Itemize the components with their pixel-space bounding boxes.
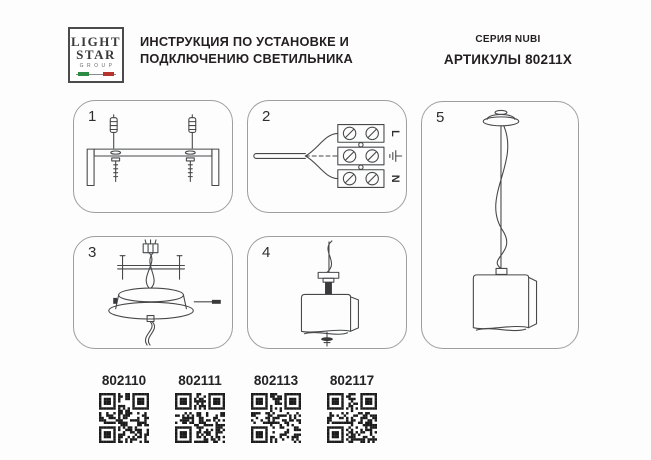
- step-panel-5: [421, 101, 579, 349]
- mounting-bracket-diagram: [74, 101, 232, 212]
- shade-assembly-diagram: [248, 237, 406, 348]
- page-title-line2: ПОДКЛЮЧЕНИЮ СВЕТИЛЬНИКА: [140, 51, 353, 66]
- article-item: [86, 373, 162, 443]
- article-code: 802113: [253, 373, 299, 388]
- logo-word-star: STAR: [76, 46, 116, 62]
- step-panel-4: [247, 236, 407, 349]
- page-title-line1: ИНСТРУКЦИЯ ПО УСТАНОВКЕ И: [140, 34, 349, 49]
- logo-flag-stripe-icon: [76, 72, 116, 76]
- article-code: 802117: [329, 373, 375, 388]
- qr-code: [99, 393, 149, 443]
- live-wire-label: L: [388, 130, 401, 137]
- series-label: СЕРИЯ NUBI: [475, 34, 541, 45]
- canopy-installation-diagram: [74, 237, 232, 348]
- assembled-pendant-diagram: [422, 102, 578, 348]
- logo-word-group: GROUP: [79, 63, 116, 69]
- article-item: [238, 373, 314, 443]
- article-item: [314, 373, 390, 443]
- lightstar-logo: [68, 27, 124, 83]
- terminal-block-wiring-diagram: [248, 101, 406, 212]
- neutral-wire-label: N: [388, 174, 401, 183]
- step-number: 2: [262, 108, 271, 125]
- step-number: 4: [262, 244, 271, 261]
- series-and-articles-header: [437, 34, 579, 67]
- article-code: 802110: [101, 373, 147, 388]
- logo-word-light: LIGHT: [70, 34, 122, 49]
- step-panel-3: [73, 236, 233, 349]
- page-title: [140, 33, 460, 67]
- articles-heading: АРТИКУЛЫ 80211X: [443, 52, 573, 67]
- step-number: 3: [88, 244, 97, 261]
- step-panel-2: [247, 100, 407, 213]
- article-list: [86, 373, 390, 443]
- article-code: 802111: [178, 373, 222, 388]
- step-number: 1: [88, 108, 97, 125]
- qr-code: [251, 393, 301, 443]
- article-item: [162, 373, 238, 443]
- step-panel-1: [73, 100, 233, 213]
- step-number: 5: [436, 109, 445, 126]
- qr-code: [175, 393, 225, 443]
- earth-ground-icon: [390, 151, 402, 162]
- qr-code: [327, 393, 377, 443]
